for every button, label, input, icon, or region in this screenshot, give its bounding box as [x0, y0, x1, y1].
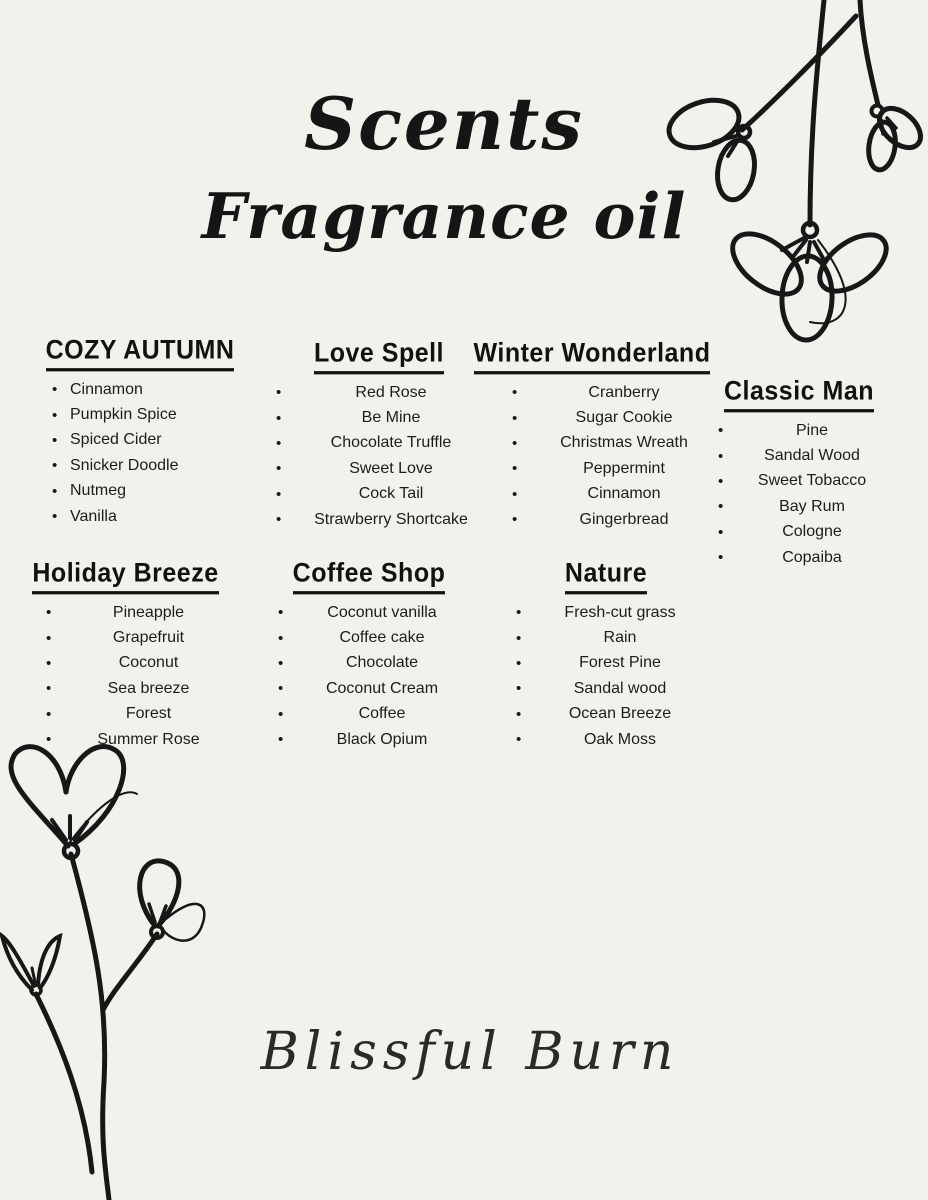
- bullet-icon: •: [276, 511, 282, 529]
- bullet-icon: •: [46, 629, 52, 647]
- list-item: [46, 702, 233, 727]
- item-label: Snicker Doodle: [70, 456, 179, 474]
- bullet-icon: •: [276, 460, 282, 478]
- fragrance-list: [710, 418, 888, 570]
- list-item: [516, 651, 706, 676]
- brand-signature: Blissful Burn: [260, 1022, 680, 1082]
- bullet-icon: •: [516, 705, 522, 723]
- category-title: Nature: [506, 558, 706, 595]
- section-holiday-breeze: [18, 559, 233, 752]
- list-item: [718, 469, 888, 494]
- list-item: [512, 482, 718, 507]
- list-item: [52, 428, 240, 453]
- bullet-icon: •: [278, 604, 284, 622]
- list-item: [278, 651, 468, 676]
- item-label: Pineapple: [112, 603, 185, 621]
- item-label: Pine: [795, 421, 829, 439]
- bullet-icon: •: [718, 472, 724, 490]
- category-title: Winter Wonderland: [466, 338, 718, 375]
- item-label: Ocean Breeze: [568, 705, 672, 723]
- list-item: [52, 453, 240, 478]
- fragrance-list: [18, 600, 233, 752]
- list-item: [46, 600, 233, 625]
- item-label: Peppermint: [583, 459, 665, 477]
- list-item: [512, 405, 718, 430]
- list-item: [46, 676, 233, 701]
- bullet-icon: •: [276, 409, 282, 427]
- list-item: [516, 625, 706, 650]
- list-item: [52, 402, 240, 427]
- item-label: Be Mine: [361, 409, 421, 427]
- item-label: Coffee: [358, 705, 406, 723]
- list-item: [52, 377, 240, 402]
- title-line-scents: Scents: [304, 81, 584, 166]
- bullet-icon: •: [516, 629, 522, 647]
- item-label: Cranberry: [588, 383, 660, 401]
- item-label: Sugar Cookie: [575, 409, 673, 427]
- item-label: Cinnamon: [587, 485, 661, 503]
- bullet-icon: •: [52, 482, 58, 500]
- bullet-icon: •: [516, 604, 522, 622]
- bullet-icon: •: [512, 409, 518, 427]
- list-item: [512, 507, 718, 532]
- bullet-icon: •: [52, 508, 58, 526]
- bullet-icon: •: [276, 434, 282, 452]
- list-item: [516, 600, 706, 625]
- bullet-icon: •: [718, 549, 724, 567]
- list-item: [512, 456, 718, 481]
- list-item: [278, 702, 468, 727]
- bullet-icon: •: [46, 705, 52, 723]
- list-item: [516, 702, 706, 727]
- item-label: Forest Pine: [579, 654, 661, 672]
- fragrance-list: [466, 380, 718, 532]
- list-item: [276, 431, 488, 456]
- bullet-icon: •: [278, 731, 284, 749]
- bullet-icon: •: [512, 460, 518, 478]
- bullet-icon: •: [52, 406, 58, 424]
- item-label: Oak Moss: [583, 730, 656, 748]
- item-label: Chocolate Truffle: [330, 434, 452, 452]
- bullet-icon: •: [278, 705, 284, 723]
- list-item: [718, 520, 888, 545]
- list-item: [46, 727, 233, 752]
- bullet-icon: •: [46, 604, 52, 622]
- bullet-icon: •: [516, 680, 522, 698]
- bullet-icon: •: [46, 680, 52, 698]
- item-label: Chocolate: [345, 654, 419, 672]
- list-item: [278, 600, 468, 625]
- bullet-icon: •: [278, 680, 284, 698]
- bullet-icon: •: [516, 731, 522, 749]
- list-item: [276, 507, 488, 532]
- bullet-icon: •: [276, 485, 282, 503]
- item-label: Rain: [603, 629, 637, 647]
- bullet-icon: •: [52, 431, 58, 449]
- list-item: [276, 405, 488, 430]
- item-label: Gingerbread: [579, 510, 669, 528]
- list-item: [278, 676, 468, 701]
- item-label: Cinnamon: [70, 380, 143, 398]
- list-item: [516, 676, 706, 701]
- list-item: [512, 380, 718, 405]
- page-title: [134, 74, 754, 262]
- flower-stems-illustration: [0, 742, 235, 1200]
- item-label: Fresh-cut grass: [564, 603, 676, 621]
- category-title: Classic Man: [710, 376, 888, 413]
- bullet-icon: •: [52, 457, 58, 475]
- item-label: Copaiba: [782, 548, 842, 566]
- list-item: [512, 431, 718, 456]
- item-label: Cologne: [782, 523, 842, 541]
- item-label: Black Opium: [336, 730, 428, 748]
- item-label: Grapefruit: [112, 629, 185, 647]
- item-label: Sweet Tobacco: [757, 472, 867, 490]
- bullet-icon: •: [512, 485, 518, 503]
- list-item: [718, 418, 888, 443]
- bullet-icon: •: [718, 523, 724, 541]
- category-title: COZY AUTUMN: [40, 335, 240, 372]
- section-classic-man: [710, 377, 888, 570]
- list-item: [276, 380, 488, 405]
- bullet-icon: •: [512, 384, 518, 402]
- item-label: Coconut Cream: [325, 679, 439, 697]
- list-item: [278, 727, 468, 752]
- list-item: [516, 727, 706, 752]
- bullet-icon: •: [718, 422, 724, 440]
- item-label: Sweet Love: [349, 459, 433, 477]
- section-coffee-shop: [270, 559, 468, 752]
- list-item: [46, 651, 233, 676]
- bullet-icon: •: [276, 384, 282, 402]
- section-nature: [506, 559, 706, 752]
- category-title: Coffee Shop: [270, 558, 468, 595]
- section-winter-wonderland: [466, 339, 718, 532]
- item-label: Pumpkin Spice: [70, 406, 177, 424]
- item-label: Sandal Wood: [764, 447, 860, 465]
- fragrance-list: [270, 380, 488, 532]
- list-item: [718, 545, 888, 570]
- item-label: Coconut: [118, 654, 179, 672]
- bullet-icon: •: [512, 434, 518, 452]
- bullet-icon: •: [278, 654, 284, 672]
- list-item: [278, 625, 468, 650]
- item-label: Bay Rum: [779, 497, 845, 515]
- item-label: Coconut vanilla: [327, 603, 437, 621]
- bullet-icon: •: [516, 654, 522, 672]
- bullet-icon: •: [46, 731, 52, 749]
- item-label: Coffee cake: [339, 629, 425, 647]
- list-item: [718, 494, 888, 519]
- item-label: Summer Rose: [97, 730, 200, 748]
- item-label: Sea breeze: [107, 679, 190, 697]
- fragrance-list: [270, 600, 468, 752]
- item-label: Strawberry Shortcake: [314, 510, 468, 528]
- item-label: Red Rose: [355, 383, 427, 401]
- bullet-icon: •: [718, 447, 724, 465]
- bullet-icon: •: [278, 629, 284, 647]
- bullet-icon: •: [52, 381, 58, 399]
- fragrance-list: [506, 600, 706, 752]
- list-item: [276, 482, 488, 507]
- bullet-icon: •: [512, 511, 518, 529]
- item-label: Spiced Cider: [70, 431, 162, 449]
- list-item: [46, 625, 233, 650]
- list-item: [718, 443, 888, 468]
- bullet-icon: •: [46, 654, 52, 672]
- category-title: Love Spell: [270, 338, 488, 375]
- item-label: Nutmeg: [70, 482, 127, 500]
- section-cozy-autumn: [40, 336, 240, 529]
- list-item: [52, 504, 240, 529]
- category-title: Holiday Breeze: [18, 558, 233, 595]
- list-item: [52, 479, 240, 504]
- title-line-fragrance-oil: Fragrance oil: [201, 179, 687, 253]
- bullet-icon: •: [718, 498, 724, 516]
- list-item: [276, 456, 488, 481]
- item-label: Sandal wood: [573, 679, 667, 697]
- section-love-spell: [270, 339, 488, 532]
- item-label: Cock Tail: [358, 485, 424, 503]
- item-label: Christmas Wreath: [560, 434, 688, 452]
- item-label: Vanilla: [70, 507, 117, 525]
- fragrance-list: [40, 377, 240, 529]
- item-label: Forest: [125, 705, 172, 723]
